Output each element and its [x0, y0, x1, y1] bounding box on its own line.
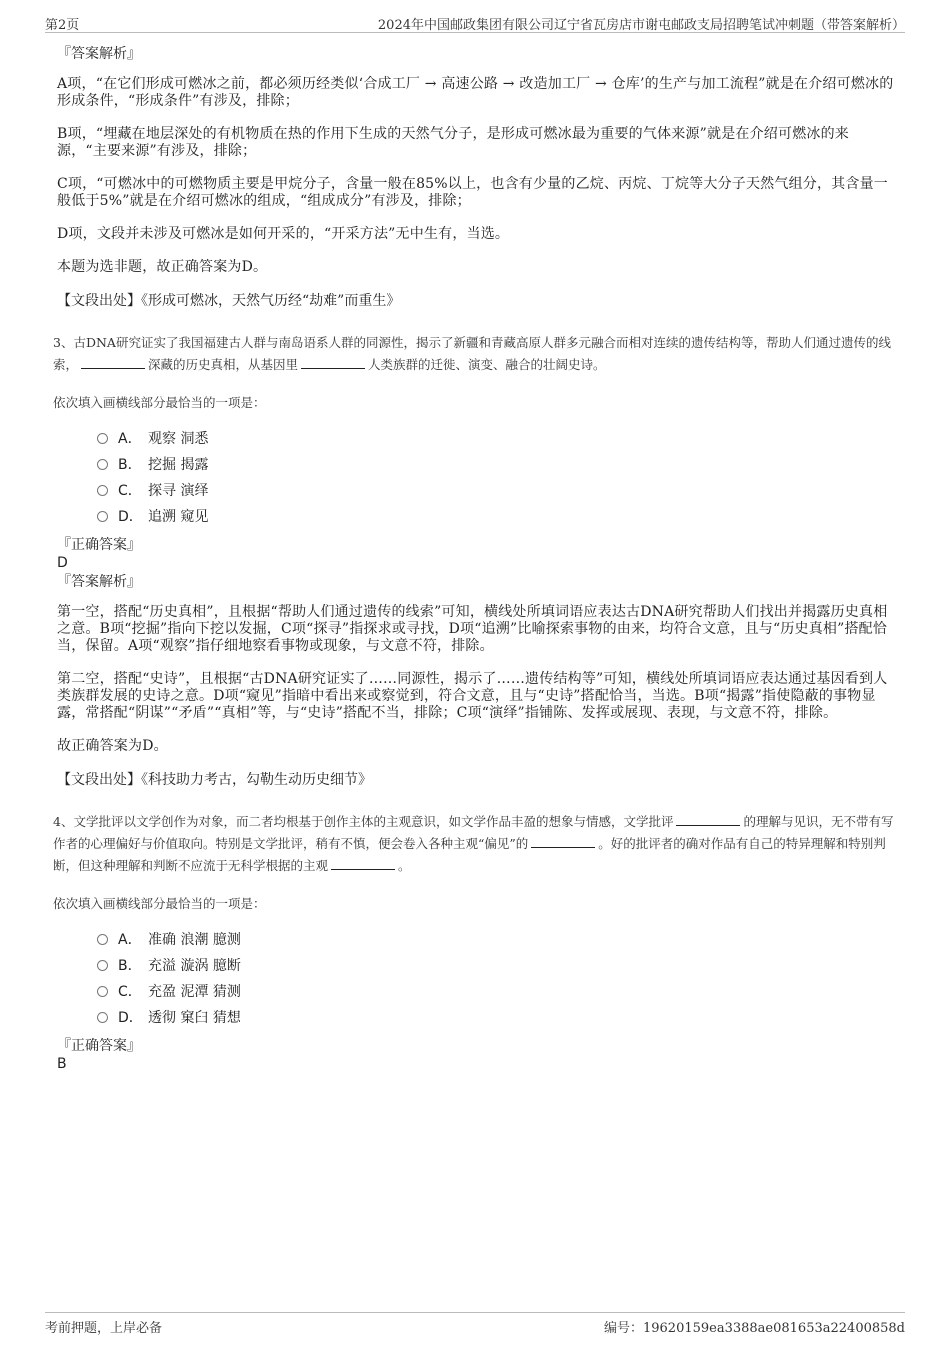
page-header: [45, 10, 905, 33]
option-d[interactable]: D． 追溯 窥见: [97, 504, 895, 530]
analysis-paragraph: D项，文段并未涉及可燃冰是如何开采的，“开采方法”无中生有，当选。: [57, 226, 510, 242]
analysis-paragraph: B项，“埋藏在地层深处的有机物质在热的作用下生成的天然气分子，是形成可燃冰最为重要的气体来源”就是在介绍可燃冰的来源，“主要来源”有涉及，排除；: [57, 126, 849, 159]
main-content: [53, 44, 895, 1073]
question-4-text: 4、文学批评以文学创作为对象，而二者均根基于创作主体的主观意识，如文学作品丰盈的想象与情感，文学批评 的理解与见识，无不带有写作者的心理偏好与价值取向。特别是文学批评，稍有不慎，便会卷入各种主观“偏见”的 。好的批评者的确对作品有自己的特异理解和特别判断，但这种理解和判断不应流于无科学根据的主观 。: [53, 814, 894, 873]
analysis-paragraph: C项，“可燃冰中的可燃物质主要是甲烷分子，含量一般在85%以上，也含有少量的乙烷、丙烷、丁烷等大分子天然气组分，其含量一般低于5%”就是在介绍可燃冰的组成，“组成成分”有涉及，排除；: [57, 176, 888, 209]
option-a[interactable]: A． 准确 浪潮 臆测: [97, 927, 895, 953]
conclusion-paragraph: 本题为选非题，故正确答案为D。: [57, 259, 268, 275]
option-d[interactable]: D． 透彻 窠臼 猜想: [97, 1005, 895, 1031]
fill-blank: [301, 356, 365, 369]
option-c[interactable]: C． 充盈 泥潭 猜测: [97, 979, 895, 1005]
correct-answer: B: [57, 1056, 67, 1072]
radio-icon[interactable]: [97, 511, 108, 522]
analysis-paragraph: 第二空，搭配“史诗”，且根据“古DNA研究证实了……同源性，揭示了……遗传结构等”可知，横线处所填词语应表达通过基因看到人类族群发展的史诗之意。D项“窥见”指暗中看出来或察觉到，符合文意，且与“史诗”搭配恰当，当选。B项“揭露”指使隐蔽的事物显露，常搭配“阴谋”“矛盾”“真相”等，与“史诗”搭配不当，排除；C项“演绎”指铺陈、发挥或展现、表现，与文意不符，排除。: [57, 671, 888, 721]
document-title: 2024年中国邮政集团有限公司辽宁省瓦房店市谢屯邮政支局招聘笔试冲刺题（带答案解析）: [377, 18, 905, 33]
question-3-text: 3、古DNA研究证实了我国福建古人群与南岛语系人群的同源性，揭示了新疆和青藏高原人群多元融合而相对连续的遗传结构等，帮助人们通过遗传的线索， 深藏的历史真相，从基因里 人类族群的迁徙、演变、融合的壮阔史诗。: [53, 335, 891, 372]
radio-icon[interactable]: [97, 459, 108, 470]
radio-icon[interactable]: [97, 433, 108, 444]
footer-slogan: 考前押题，上岸必备: [45, 1321, 163, 1336]
fill-blank: [531, 835, 595, 848]
page-number: 第2页: [45, 18, 80, 33]
radio-icon[interactable]: [97, 485, 108, 496]
question-4-options: [97, 927, 895, 1031]
option-a[interactable]: A． 观察 洞悉: [97, 426, 895, 452]
conclusion-paragraph: 故正确答案为D。: [57, 738, 168, 754]
option-b[interactable]: B． 挖掘 揭露: [97, 452, 895, 478]
option-c[interactable]: C． 探寻 演绎: [97, 478, 895, 504]
analysis-label: 『答案解析』: [57, 46, 141, 62]
question-3-options: [97, 426, 895, 530]
radio-icon[interactable]: [97, 1012, 108, 1023]
radio-icon[interactable]: [97, 960, 108, 971]
option-b[interactable]: B． 充溢 漩涡 臆断: [97, 953, 895, 979]
question-3-hint: 依次填入画横线部分最恰当的一项是：: [53, 395, 266, 410]
source-citation: 【文段出处】《形成可燃冰，天然气历经“劫难”而重生》: [57, 293, 401, 309]
correct-answer: D: [57, 555, 68, 571]
fill-blank: [81, 356, 145, 369]
fill-blank: [331, 857, 395, 870]
analysis-paragraph: A项，“在它们形成可燃冰之前，都必须历经类似‘合成工厂 → 高速公路 → 改造加工厂 → 仓库’的生产与加工流程”就是在介绍可燃冰的形成条件，“形成条件”有涉及，排除；: [57, 76, 894, 109]
analysis-label: 『答案解析』: [57, 574, 141, 590]
correct-answer-label: 『正确答案』: [57, 537, 141, 553]
correct-answer-label: 『正确答案』: [57, 1038, 141, 1054]
document-code: 编号：19620159ea3388ae081653a22400858d: [603, 1321, 905, 1336]
analysis-paragraph: 第一空，搭配“历史真相”，且根据“帮助人们通过遗传的线索”可知，横线处所填词语应表达古DNA研究帮助人们找出并揭露历史真相之意。B项“挖掘”指向下挖以发掘，C项“探寻”指探求或寻找，D项“追溯”比喻探索事物的由来，均符合文意，且与“历史真相”搭配恰当，保留。A项“观察”指仔细地察看事物或现象，与文意不符，排除。: [57, 604, 888, 654]
radio-icon[interactable]: [97, 934, 108, 945]
radio-icon[interactable]: [97, 986, 108, 997]
fill-blank: [676, 813, 740, 826]
question-4-hint: 依次填入画横线部分最恰当的一项是：: [53, 896, 266, 911]
source-citation: 【文段出处】《科技助力考古，勾勒生动历史细节》: [57, 772, 372, 788]
page-footer: [45, 1312, 905, 1337]
